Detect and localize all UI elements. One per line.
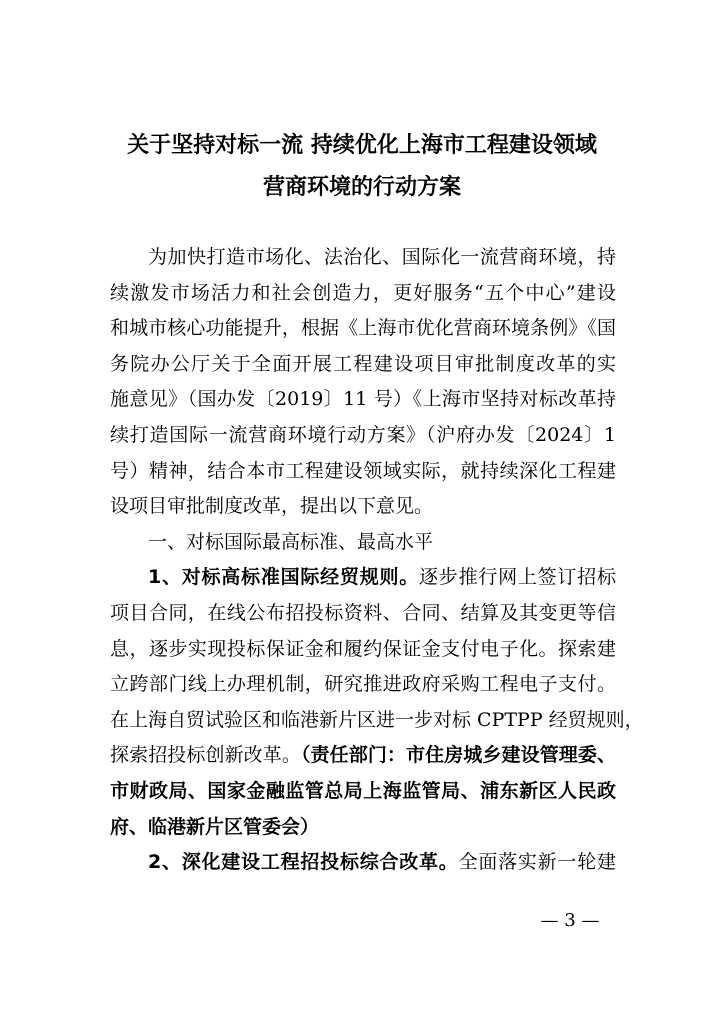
document-title-line-1: 关于坚持对标一流 持续优化上海市工程建设领域 — [127, 132, 597, 158]
item-1-plain-text: 探索招投标创新改革。 — [110, 744, 301, 767]
intro-line: 为加快打造市场化、法治化、国际化一流营商环境，持 — [148, 246, 616, 268]
responsible-departments-end: 府、临港新片区管委会） — [110, 815, 320, 838]
item-1-first-line — [110, 560, 616, 596]
item-1-line: 立跨部门线上办理机制，研究推进政府采购工程电子支付。 — [110, 673, 616, 696]
responsible-departments-line: 市财政局、国家金融监管总局上海监管局、浦东新区人民政 — [110, 779, 616, 802]
section-heading: 一、对标国际最高标准、最高水平 — [148, 530, 434, 553]
document-body — [110, 240, 644, 881]
document-title-line-2: 营商环境的行动方案 — [262, 174, 461, 200]
page-number: — 3 — — [540, 910, 600, 931]
item-1-line: 在上海自贸试验区和临港新片区进一步对标 CPTPP 经贸规则， — [110, 708, 644, 731]
intro-line: 和城市核心功能提升，根据《上海市优化营商环境条例》《国 — [110, 317, 616, 340]
item-1-mixed-line — [110, 738, 616, 774]
item-2-lead: 2、深化建设工程招投标综合改革。 — [148, 851, 459, 874]
responsible-departments-start: （责任部门：市住房城乡建设管理委、 — [300, 744, 616, 767]
intro-line: 续打造国际一流营商环境行动方案》（沪府办发〔2024〕1 — [110, 423, 616, 446]
item-2-first-line — [110, 845, 616, 881]
item-1-line: 息，逐步实现投标保证金和履约保证金支付电子化。探索建 — [110, 637, 616, 660]
intro-line: 务院办公厅关于全面开展工程建设项目审批制度改革的实 — [110, 352, 616, 375]
item-1-lead: 1、对标高标准国际经贸规则。 — [148, 566, 420, 589]
intro-line: 号）精神，结合本市工程建设领域实际，就持续深化工程建 — [110, 459, 616, 482]
item-2-line-rest: 全面落实新一轮建 — [458, 851, 616, 874]
intro-line: 续激发市场活力和社会创造力，更好服务“五个中心”建设 — [110, 281, 616, 304]
intro-line: 设项目审批制度改革，提出以下意见。 — [110, 495, 434, 518]
item-1-line: 项目合同，在线公布招投标资料、合同、结算及其变更等信 — [110, 601, 616, 624]
item-1-line-rest: 逐步推行网上签订招标 — [419, 566, 616, 589]
intro-line: 施意见》（国办发〔2019〕11 号）《上海市坚持对标改革持 — [110, 388, 616, 411]
